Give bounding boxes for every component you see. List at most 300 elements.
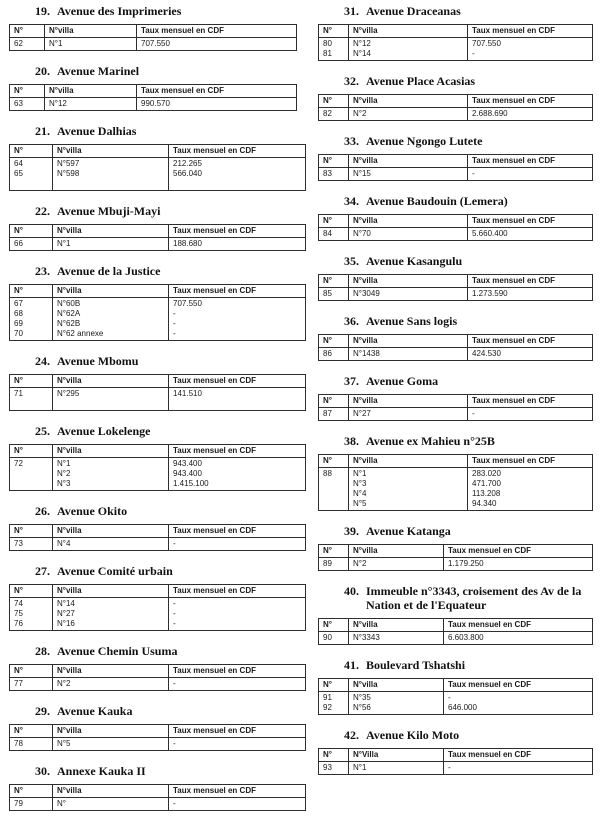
monthly-rate: 1.273.590 <box>472 289 508 298</box>
avenue-number: 27. <box>35 564 50 578</box>
col-header-n: N° <box>319 545 349 558</box>
avenue-title: Avenue Katanga <box>366 524 451 538</box>
avenue-section <box>318 194 594 241</box>
monthly-rate: - <box>448 763 451 772</box>
cell-villa <box>349 38 468 61</box>
monthly-rate: - <box>173 619 176 628</box>
col-header-villa: N°villa <box>53 445 169 458</box>
col-header-taux: Taux mensuel en CDF <box>468 395 593 408</box>
row-number: 65 <box>14 169 23 178</box>
cell-n <box>10 158 53 191</box>
table-header-row <box>10 145 306 158</box>
rate-table <box>9 284 306 341</box>
cell-n <box>319 38 349 61</box>
col-header-taux: Taux mensuel en CDF <box>169 145 306 158</box>
villa-number: N°27 <box>57 609 75 618</box>
col-header-villa: N°villa <box>349 619 444 632</box>
rate-table <box>318 544 593 571</box>
avenue-title: Avenue Comité urbain <box>57 564 173 578</box>
row-number: 74 <box>14 599 23 608</box>
col-header-villa: N°villa <box>349 395 468 408</box>
table-body-row <box>10 458 306 491</box>
avenue-number: 23. <box>35 264 50 278</box>
cell-villa <box>349 692 444 715</box>
cell-n <box>10 98 45 111</box>
cell-taux <box>169 238 306 251</box>
table-body-row <box>319 762 593 775</box>
avenue-number: 25. <box>35 424 50 438</box>
rate-table <box>9 524 306 551</box>
row-number: 89 <box>323 559 332 568</box>
avenue-heading <box>9 504 307 518</box>
table-body-row <box>319 38 593 61</box>
avenue-number: 35. <box>344 254 359 268</box>
avenue-number: 38. <box>344 434 359 448</box>
avenue-title: Avenue Kauka <box>57 704 133 718</box>
avenue-number: 41. <box>344 658 359 672</box>
villa-number: N°598 <box>57 169 80 178</box>
avenue-heading <box>9 764 307 778</box>
avenue-number: 34. <box>344 194 359 208</box>
table-header-row <box>10 525 306 538</box>
avenue-heading <box>318 194 594 208</box>
row-number: 79 <box>14 799 23 808</box>
monthly-rate: 646.000 <box>448 703 477 712</box>
row-number: 68 <box>14 309 23 318</box>
table-body-row <box>319 168 593 181</box>
col-header-taux: Taux mensuel en CDF <box>468 155 593 168</box>
avenue-title: Avenue Marinel <box>57 64 140 78</box>
row-number <box>14 469 50 479</box>
table-header-row <box>319 679 593 692</box>
cell-taux <box>468 408 593 421</box>
table-body-row <box>319 692 593 715</box>
table-header-row <box>319 215 593 228</box>
col-header-taux: Taux mensuel en CDF <box>169 525 306 538</box>
avenue-heading <box>318 134 594 148</box>
monthly-rate: - <box>173 309 176 318</box>
table-body-row <box>10 298 306 341</box>
cell-villa <box>53 798 169 811</box>
avenue-number: 29. <box>35 704 50 718</box>
avenue-section <box>9 644 307 691</box>
col-header-villa: N°villa <box>53 285 169 298</box>
cell-villa <box>53 158 169 191</box>
rate-table <box>9 584 306 631</box>
col-header-taux: Taux mensuel en CDF <box>169 725 306 738</box>
monthly-rate <box>173 179 303 189</box>
villa-number: N°16 <box>57 619 75 628</box>
avenue-title: Avenue Mbomu <box>57 354 139 368</box>
monthly-rate: - <box>173 799 176 808</box>
col-header-n: N° <box>10 585 53 598</box>
col-header-taux: Taux mensuel en CDF <box>468 95 593 108</box>
cell-villa <box>349 408 468 421</box>
col-header-villa: N°villa <box>349 215 468 228</box>
col-header-taux: Taux mensuel en CDF <box>137 85 297 98</box>
villa-number: N°597 <box>57 159 80 168</box>
avenue-title: Annexe Kauka II <box>57 764 146 778</box>
col-header-n: N° <box>10 25 45 38</box>
col-header-taux: Taux mensuel en CDF <box>444 749 593 762</box>
avenue-section <box>9 64 307 111</box>
villa-number: N°62A <box>57 309 81 318</box>
row-number: 80 <box>323 39 332 48</box>
row-number <box>323 489 346 499</box>
rate-table <box>318 154 593 181</box>
cell-taux <box>444 558 593 571</box>
row-number: 67 <box>14 299 23 308</box>
row-number: 64 <box>14 159 23 168</box>
villa-number: N°1 <box>57 459 71 468</box>
table-header-row <box>319 275 593 288</box>
avenue-section <box>9 424 307 491</box>
col-header-n: N° <box>10 145 53 158</box>
villa-number: N°56 <box>353 703 371 712</box>
avenue-number: 26. <box>35 504 50 518</box>
cell-n <box>319 558 349 571</box>
col-header-taux: Taux mensuel en CDF <box>444 619 593 632</box>
row-number: 71 <box>14 389 23 398</box>
row-number: 83 <box>323 169 332 178</box>
rate-table <box>9 664 306 691</box>
avenue-section <box>9 124 307 191</box>
row-number: 66 <box>14 239 23 248</box>
monthly-rate: 283.020 <box>472 469 501 478</box>
cell-n <box>319 288 349 301</box>
monthly-rate: - <box>173 319 176 328</box>
monthly-rate: - <box>472 169 475 178</box>
rate-table <box>318 94 593 121</box>
cell-taux <box>169 798 306 811</box>
rate-table <box>318 618 593 645</box>
avenue-heading <box>9 124 307 138</box>
col-header-taux: Taux mensuel en CDF <box>169 445 306 458</box>
monthly-rate: - <box>173 599 176 608</box>
row-number: 72 <box>14 459 23 468</box>
col-header-taux: Taux mensuel en CDF <box>444 679 593 692</box>
table-body-row <box>319 558 593 571</box>
avenue-section <box>9 354 307 411</box>
monthly-rate: 141.510 <box>173 389 202 398</box>
villa-number: N°1 <box>353 469 367 478</box>
col-header-villa: N°villa <box>349 25 468 38</box>
cell-n <box>10 38 45 51</box>
avenue-title: Avenue Chemin Usuma <box>57 644 178 658</box>
villa-number: N°4 <box>353 489 367 498</box>
table-header-row <box>319 25 593 38</box>
villa-number: N°15 <box>353 169 371 178</box>
col-header-n: N° <box>10 285 53 298</box>
villa-number: N°1 <box>57 239 71 248</box>
row-number: 62 <box>14 39 23 48</box>
villa-number: N°2 <box>353 559 367 568</box>
table-header-row <box>10 285 306 298</box>
rate-table <box>318 678 593 715</box>
col-header-n: N° <box>10 85 45 98</box>
monthly-rate: 566.040 <box>173 169 202 178</box>
table-body-row <box>10 388 306 411</box>
avenue-section <box>9 204 307 251</box>
row-number: 86 <box>323 349 332 358</box>
table-header-row <box>10 785 306 798</box>
row-number: 87 <box>323 409 332 418</box>
avenue-heading <box>318 434 594 448</box>
monthly-rate: 707.550 <box>173 299 202 308</box>
col-header-villa: N°villa <box>53 785 169 798</box>
col-header-taux: Taux mensuel en CDF <box>468 335 593 348</box>
col-header-n: N° <box>319 25 349 38</box>
monthly-rate: 1.415.100 <box>173 479 209 488</box>
avenue-number: 33. <box>344 134 359 148</box>
col-header-taux: Taux mensuel en CDF <box>468 25 593 38</box>
table-header-row <box>10 25 297 38</box>
cell-n <box>10 678 53 691</box>
row-number: 81 <box>323 49 332 58</box>
monthly-rate: 113.208 <box>472 489 501 498</box>
cell-n <box>319 468 349 511</box>
avenue-title: Avenue Okito <box>57 504 128 518</box>
monthly-rate: - <box>173 329 176 338</box>
row-number: 93 <box>323 763 332 772</box>
row-number <box>323 479 346 489</box>
rate-table <box>318 394 593 421</box>
cell-n <box>10 538 53 551</box>
col-header-n: N° <box>319 619 349 632</box>
row-number: 90 <box>323 633 332 642</box>
table-body-row <box>10 98 297 111</box>
cell-taux <box>169 538 306 551</box>
cell-villa <box>53 458 169 491</box>
col-header-taux: Taux mensuel en CDF <box>169 375 306 388</box>
col-header-n: N° <box>10 525 53 538</box>
monthly-rate: 943.400 <box>173 469 202 478</box>
col-header-villa: N°villa <box>53 525 169 538</box>
row-number: 88 <box>323 469 332 478</box>
col-header-villa: N°villa <box>349 95 468 108</box>
avenue-number: 37. <box>344 374 359 388</box>
table-header-row <box>10 85 297 98</box>
monthly-rate: 5.660.400 <box>472 229 508 238</box>
avenue-number: 19. <box>35 4 50 18</box>
villa-number: N°4 <box>57 539 71 548</box>
rate-table <box>9 444 306 491</box>
avenue-heading <box>9 204 307 218</box>
monthly-rate: 707.550 <box>141 39 170 48</box>
villa-number: N°14 <box>57 599 75 608</box>
avenue-heading <box>318 728 594 742</box>
rate-table <box>9 374 306 411</box>
cell-villa <box>53 238 169 251</box>
col-header-n: N° <box>10 725 53 738</box>
table-header-row <box>319 619 593 632</box>
monthly-rate: 212.265 <box>173 159 202 168</box>
avenue-section <box>9 704 307 751</box>
monthly-rate: 943.400 <box>173 459 202 468</box>
cell-n <box>319 168 349 181</box>
col-header-taux: Taux mensuel en CDF <box>137 25 297 38</box>
avenue-section <box>318 524 594 571</box>
rate-table <box>9 84 297 111</box>
avenue-heading <box>318 254 594 268</box>
cell-taux <box>468 168 593 181</box>
cell-taux <box>169 298 306 341</box>
cell-villa <box>53 738 169 751</box>
col-header-taux: Taux mensuel en CDF <box>468 275 593 288</box>
avenue-heading <box>9 4 307 18</box>
monthly-rate: - <box>173 739 176 748</box>
col-header-taux: Taux mensuel en CDF <box>444 545 593 558</box>
table-body-row <box>10 38 297 51</box>
col-header-taux: Taux mensuel en CDF <box>169 665 306 678</box>
cell-n <box>10 738 53 751</box>
cell-villa <box>349 468 468 511</box>
table-body-row <box>319 288 593 301</box>
villa-number: N°3 <box>57 479 71 488</box>
table-header-row <box>10 225 306 238</box>
table-header-row <box>319 155 593 168</box>
monthly-rate: 2.688.690 <box>472 109 508 118</box>
cell-taux <box>169 598 306 631</box>
cell-taux <box>169 678 306 691</box>
rate-table <box>9 724 306 751</box>
avenue-title: Avenue Mbuji-Mayi <box>57 204 161 218</box>
rate-table <box>9 144 306 191</box>
table-body-row <box>319 468 593 511</box>
cell-n <box>10 298 53 341</box>
villa-number: N°2 <box>57 679 71 688</box>
cell-taux <box>169 388 306 411</box>
avenue-section <box>318 658 594 715</box>
rate-table <box>318 24 593 61</box>
col-header-villa: N°villa <box>349 455 468 468</box>
cell-n <box>319 348 349 361</box>
villa-number: N°3049 <box>353 289 380 298</box>
row-number: 69 <box>14 319 23 328</box>
avenue-number: 28. <box>35 644 50 658</box>
rate-table <box>318 454 593 511</box>
cell-taux <box>468 288 593 301</box>
col-header-villa: N°villa <box>53 665 169 678</box>
col-header-villa: N°villa <box>53 725 169 738</box>
rate-table <box>9 224 306 251</box>
col-header-villa: N°villa <box>349 545 444 558</box>
col-header-villa: N°villa <box>53 145 169 158</box>
avenue-title: Avenue ex Mahieu n°25B <box>366 434 495 448</box>
avenue-number: 32. <box>344 74 359 88</box>
cell-taux <box>468 228 593 241</box>
avenue-section <box>9 764 307 811</box>
col-header-n: N° <box>319 155 349 168</box>
row-number <box>14 179 50 189</box>
monthly-rate: - <box>472 49 475 58</box>
avenue-title: Avenue Kilo Moto <box>366 728 460 742</box>
col-header-taux: Taux mensuel en CDF <box>169 225 306 238</box>
avenue-number: 39. <box>344 524 359 538</box>
col-header-villa: N°villa <box>53 585 169 598</box>
avenue-heading <box>318 314 594 328</box>
avenue-title: Avenue Kasangulu <box>366 254 463 268</box>
table-body-row <box>10 238 306 251</box>
avenue-section <box>318 134 594 181</box>
col-header-n: N° <box>319 455 349 468</box>
cell-n <box>319 762 349 775</box>
cell-taux <box>137 98 297 111</box>
avenue-section <box>318 254 594 301</box>
villa-number: N°5 <box>57 739 71 748</box>
cell-n <box>10 238 53 251</box>
avenue-title: Avenue Ngongo Lutete <box>366 134 483 148</box>
villa-number: N°27 <box>353 409 371 418</box>
avenue-heading <box>318 374 594 388</box>
row-number: 63 <box>14 99 23 108</box>
villa-number: N°3 <box>353 479 367 488</box>
villa-number: N°70 <box>353 229 371 238</box>
avenue-section <box>9 264 307 341</box>
table-header-row <box>319 455 593 468</box>
monthly-rate: 471.700 <box>472 479 501 488</box>
col-header-villa: N°villa <box>349 155 468 168</box>
row-number: 92 <box>323 703 332 712</box>
page-column-left <box>9 4 307 824</box>
col-header-taux: Taux mensuel en CDF <box>169 785 306 798</box>
monthly-rate: 188.680 <box>173 239 202 248</box>
avenue-number: 21. <box>35 124 50 138</box>
avenue-number: 22. <box>35 204 50 218</box>
table-body-row <box>10 158 306 191</box>
avenue-title: Avenue Goma <box>366 374 439 388</box>
rate-table <box>9 784 306 811</box>
col-header-villa: N°Villa <box>349 749 444 762</box>
cell-villa <box>45 98 137 111</box>
avenue-section <box>318 728 594 775</box>
row-number: 85 <box>323 289 332 298</box>
avenue-heading <box>318 4 594 18</box>
monthly-rate: 424.530 <box>472 349 501 358</box>
cell-villa <box>349 228 468 241</box>
cell-n <box>10 388 53 411</box>
rate-table <box>9 24 297 51</box>
avenue-title: Immeuble n°3343, croisement des Av de la Nation et de l'Equateur <box>366 584 582 612</box>
col-header-n: N° <box>10 225 53 238</box>
cell-n <box>10 458 53 491</box>
monthly-rate: 6.603.800 <box>448 633 484 642</box>
avenue-title: Avenue Lokelenge <box>57 424 151 438</box>
table-body-row <box>319 632 593 645</box>
monthly-rate: 707.550 <box>472 39 501 48</box>
avenue-title: Avenue Draceanas <box>366 4 461 18</box>
table-header-row <box>319 335 593 348</box>
villa-number: N°1438 <box>353 349 380 358</box>
cell-villa <box>349 558 444 571</box>
avenue-section <box>318 434 594 511</box>
cell-taux <box>444 762 593 775</box>
row-number: 75 <box>14 609 23 618</box>
avenue-heading <box>9 564 307 578</box>
rate-table <box>318 214 593 241</box>
rate-table <box>318 334 593 361</box>
row-number: 78 <box>14 739 23 748</box>
avenue-title: Boulevard Tshatshi <box>366 658 466 672</box>
col-header-n: N° <box>10 665 53 678</box>
col-header-taux: Taux mensuel en CDF <box>468 455 593 468</box>
col-header-n: N° <box>10 445 53 458</box>
villa-number: N°12 <box>353 39 371 48</box>
monthly-rate: - <box>173 539 176 548</box>
monthly-rate <box>173 399 303 409</box>
villa-number: N°3343 <box>353 633 380 642</box>
monthly-rate: - <box>472 409 475 418</box>
